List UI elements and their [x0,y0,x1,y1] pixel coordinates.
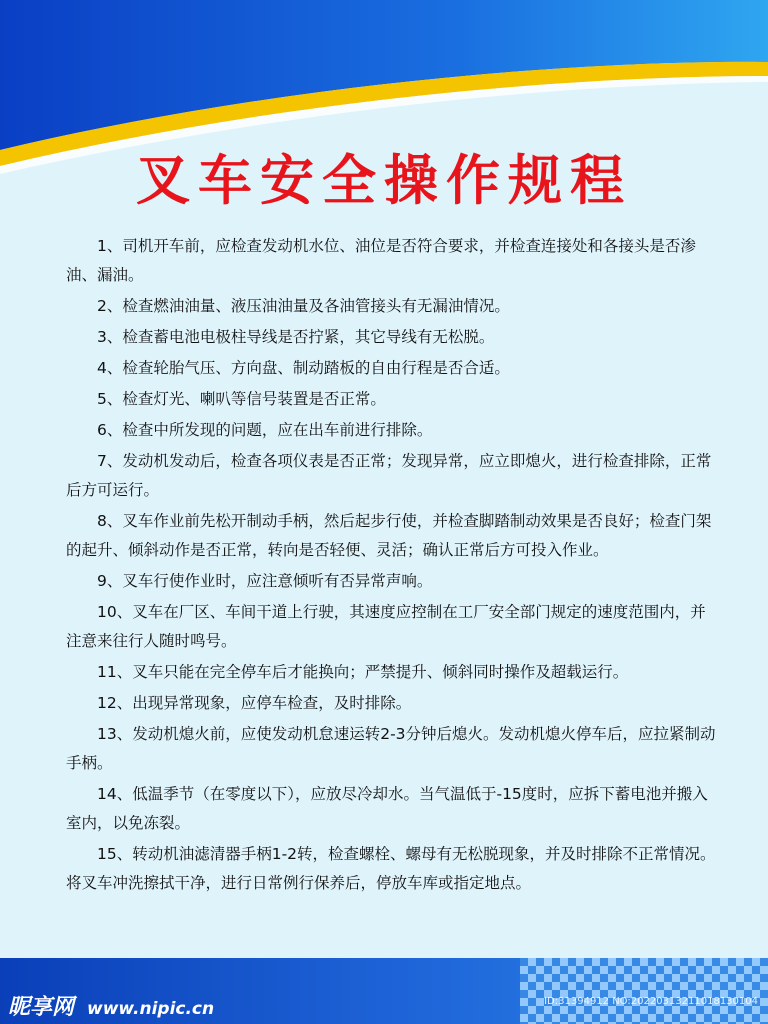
rule-item: 1、司机开车前，应检查发动机水位、油位是否符合要求，并检查连接处和各接头是否渗油、漏油。 [66,237,696,284]
rule-item: 10、叉车在厂区、车间干道上行驶，其速度应控制在工厂安全部门规定的速度范围内，并注意来往行人随时鸣号。 [66,603,706,650]
rule-item: 7、发动机发动后，检查各项仪表是否正常；发现异常，应立即熄火，进行检查排除，正常后方可运行。 [66,452,712,499]
rule-item: 8、叉车作业前先松开制动手柄，然后起步行使，并检查脚踏制动效果是否良好；检查门架的起升、倾斜动作是否正常，转向是否轻便、灵活；确认正常后方可投入作业。 [66,512,712,559]
rule-item: 5、检查灯光、喇叭等信号装置是否正常。 [97,390,386,408]
watermark-logo [8,990,214,1021]
rule-item: 11、叉车只能在完全停车后才能换向；严禁提升、倾斜同时操作及超载运行。 [97,663,629,681]
page-title: 叉车安全操作规程 [136,149,632,212]
rules-list [66,232,716,900]
watermark-brand: 昵享网 [8,995,75,1020]
rule-item: 9、叉车行使作业时，应注意倾听有否异常声响。 [97,572,433,590]
rule-item: 12、出现异常现象，应停车检查，及时排除。 [97,694,412,712]
watermark-site: www.nipic.cn [86,999,215,1019]
watermark-image-id: ID:31394912 NO:20220313211018130104 [544,996,758,1007]
rule-item: 4、检查轮胎气压、方向盘、制动踏板的自由行程是否合适。 [97,359,510,377]
rule-item: 13、发动机熄火前，应使发动机怠速运转2-3分钟后熄火。发动机熄火停车后，应拉紧制动手柄。 [66,725,716,772]
rule-item: 6、检查中所发现的问题，应在出车前进行排除。 [97,421,433,439]
checker-pattern [520,958,768,1024]
rule-item: 2、检查燃油油量、液压油油量及各油管接头有无漏油情况。 [97,297,510,315]
rule-item: 15、转动机油滤清器手柄1-2转，检查螺栓、螺母有无松脱现象，并及时排除不正常情况。将叉车冲洗擦拭干净，进行日常例行保养后，停放车库或指定地点。 [66,845,716,892]
rule-item: 14、低温季节（在零度以下），应放尽冷却水。当气温低于-15度时，应拆下蓄电池并搬入室内，以免冻裂。 [66,785,708,832]
rule-item: 3、检查蓄电池电极柱导线是否拧紧，其它导线有无松脱。 [97,328,495,346]
